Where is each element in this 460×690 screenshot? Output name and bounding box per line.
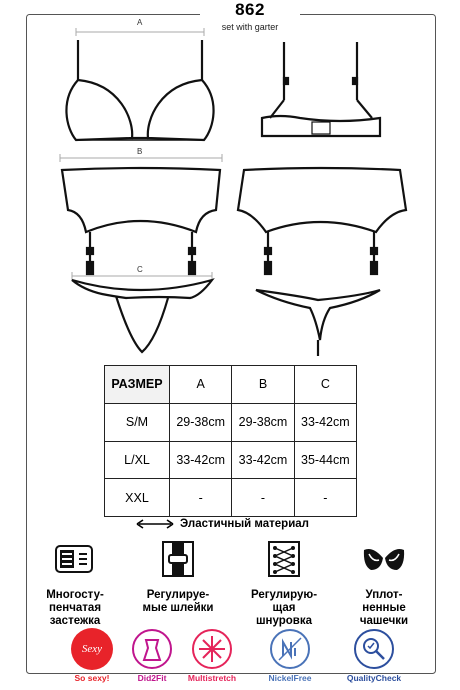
elastic-legend — [136, 518, 309, 530]
feature-label: Многосту- пенчатая застежка — [46, 589, 104, 627]
badge-label: NickelFree — [268, 673, 312, 683]
did2fit-icon — [131, 628, 173, 670]
feature-label: Регулируе- мые шлейки — [142, 589, 214, 614]
table-cell: - — [232, 479, 294, 517]
badge-label: Multistretch — [187, 673, 237, 683]
padded-cups-icon — [361, 540, 407, 578]
feature-adjustable-lacing — [234, 540, 334, 628]
table-row — [105, 479, 357, 517]
garter-front-drawing — [62, 168, 220, 274]
garter-back-drawing — [238, 168, 406, 274]
multi-row-clasp-icon — [52, 540, 98, 578]
column-header-b: B — [232, 366, 294, 404]
thong-back-drawing — [256, 290, 380, 356]
dimension-label-c: C — [137, 265, 143, 274]
table-cell: 33-42cm — [294, 403, 356, 441]
badge-label: QualityCheck — [346, 673, 402, 683]
size-table — [104, 365, 357, 517]
double-arrow-icon — [136, 519, 174, 529]
table-cell: 29-38cm — [232, 403, 294, 441]
size-name: XXL — [105, 479, 170, 517]
feature-multi-row-clasp — [25, 540, 125, 628]
table-cell: - — [170, 479, 232, 517]
dimension-label-a: A — [137, 18, 143, 27]
feature-label: Уплот- ненные чашечки — [359, 589, 409, 627]
dimension-label-b: B — [137, 147, 143, 156]
table-cell: 35-44cm — [294, 441, 356, 479]
model-number: 862 — [200, 0, 300, 20]
adjustable-straps-icon — [155, 540, 201, 578]
feature-label: Регулирую- щая шнуровка — [250, 589, 318, 627]
table-row — [105, 441, 357, 479]
sexy-badge-text: Sexy — [81, 643, 103, 655]
badge-nickelfree — [250, 628, 330, 683]
bra-front-drawing — [66, 40, 213, 140]
column-header-a: A — [170, 366, 232, 404]
table-cell: 33-42cm — [232, 441, 294, 479]
table-cell: - — [294, 479, 356, 517]
size-header: РАЗМЕР — [105, 366, 170, 404]
size-name: S/M — [105, 403, 170, 441]
nickelfree-icon — [269, 628, 311, 670]
bra-back-drawing — [262, 42, 380, 136]
column-header-c: C — [294, 366, 356, 404]
badge-label: Did2Fit — [137, 673, 167, 683]
adjustable-lacing-icon — [261, 540, 307, 578]
elastic-label: Эластичный материал — [180, 518, 309, 530]
badge-label: So sexy! — [74, 673, 110, 683]
model-subtitle: set with garter — [221, 22, 279, 32]
size-name: L/XL — [105, 441, 170, 479]
table-row — [105, 403, 357, 441]
thong-front-drawing — [72, 280, 212, 352]
badge-qualitycheck — [334, 628, 414, 683]
so-sexy-icon — [71, 628, 113, 670]
table-cell: 29-38cm — [170, 403, 232, 441]
multistretch-icon — [191, 628, 233, 670]
qualitycheck-icon — [353, 628, 395, 670]
badge-multistretch — [172, 628, 252, 683]
table-header-row — [105, 366, 357, 404]
feature-padded-cups — [334, 540, 434, 628]
table-cell: 33-42cm — [170, 441, 232, 479]
feature-adjustable-straps — [128, 540, 228, 615]
